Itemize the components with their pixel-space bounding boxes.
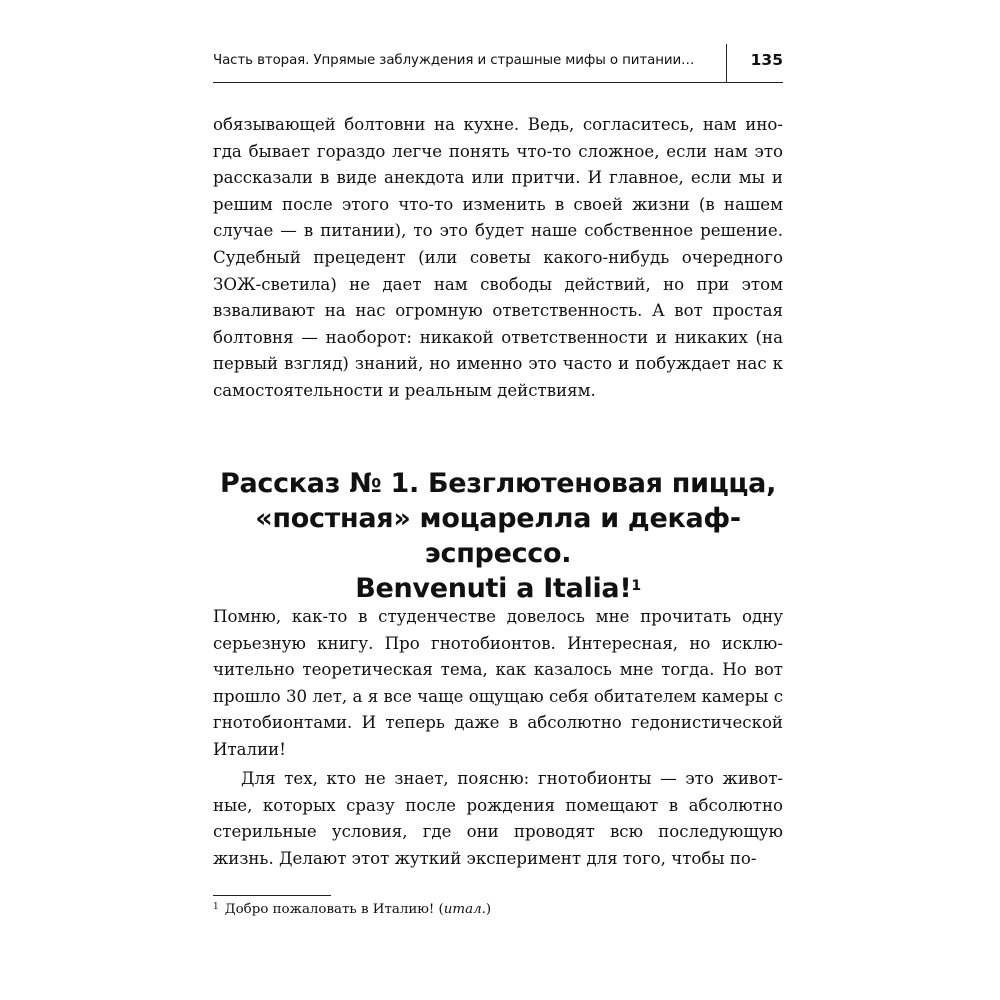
footnote-close: ) — [485, 902, 492, 917]
paragraph-3: Для тех, кто не знает, поясню: гнотобионты — это животные, которых сразу после рождения помещают в абсолютно стерильные условия, где они проводят всю последующую жизнь. Делают этот жуткий эксперимент для того, чтобы по- — [213, 769, 783, 868]
header-divider — [726, 44, 727, 82]
chapter-title-line-1: Рассказ № 1. Безглютеновая пицца, — [219, 468, 777, 499]
footnote-reference: 1 — [631, 578, 641, 594]
footnote-text: Добро пожаловать в Италию! ( — [224, 902, 444, 917]
page-number: 135 — [750, 51, 783, 69]
chapter-title — [213, 466, 783, 606]
paragraph-1: обязывающей болтовни на кухне. Ведь, согласитесь, нам иногда бывает гораздо легче понять что-то сложное, если нам это рассказали в виде анекдота или притчи. И главное, если мы и решим после этого что-то изменить в своей жизни (в нашем случае — в питании), то это будет наше собственное решение. Судебный прецедент (или советы какого-нибудь очередного ЗОЖ-светила) не дает нам свободы действий, но при этом взваливают на нас огромную ответственность. А вот простая болтовня — наоборот: никакой ответственности и никаких (на первый взгляд) знаний, но именно это часто и побуждает нас к самостоятельности и реальным действиям. — [213, 115, 783, 400]
paragraph-2: Помню, как-то в студенчестве довелось мне прочитать одну серьезную книгу. Про гнотобионтов. Интересная, но исключительно теоретическая тема, как казалось мне тогда. Но вот прошло 30 лет, а я все чаще ощущаю себя обитателем камеры с гнотобионтами. И теперь даже в абсолютно гедонистической Италии! — [213, 607, 783, 759]
running-title: Часть вторая. Упрямые заблуждения и страшные мифы о питании… — [213, 53, 695, 68]
footnote-marker: 1 — [213, 902, 219, 912]
footnote — [213, 902, 491, 917]
chapter-title-line-2: «постная» моцарелла и декаф-эспрессо. — [255, 503, 741, 569]
footnote-divider — [213, 895, 331, 896]
book-page — [213, 0, 783, 1000]
chapter-title-line-3: Benvenuti a Italia! — [355, 573, 632, 604]
footnote-language: итал. — [443, 902, 486, 917]
running-head — [213, 44, 783, 83]
